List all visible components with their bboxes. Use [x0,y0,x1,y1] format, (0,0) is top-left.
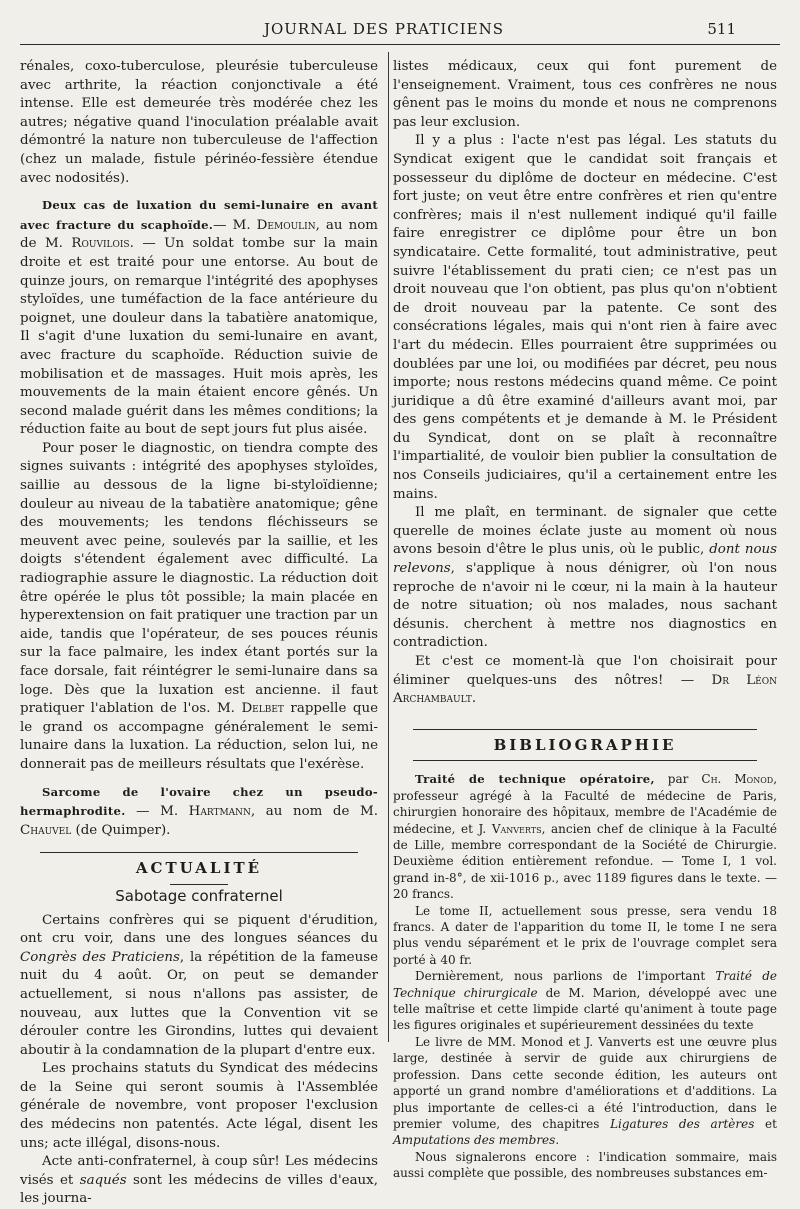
paragraph [20,1153,378,1209]
text: , au nom de M. [250,804,378,820]
text: Il me plaît, en terminant. de signaler que cette querelle de moines éclate juste au moment où nous avons besoin d'être le plus unis, où le public, [393,505,777,558]
paragraph [393,1034,777,1149]
text: — M. [125,804,189,820]
paragraph: Le tome II, actuellement sous presse, sera vendu 18 francs. A dater de l'apparition du tome II, le tome I ne sera plus vendu séparément et le prix de l'ouvrage complet sera porté à 40 fr. [393,903,777,967]
book-title: Traité de technique opératoire, [415,772,655,787]
italic-text: Ligatures des artères [610,1116,755,1131]
paragraph: listes médicaux, ceux qui font purement de l'enseignement. Vraiment, tous ces confrères ne nous gênent pas le moins du monde et nous ne comprenons pas leur exclusion. [393,59,777,130]
italic-text: Amputations des membres [393,1133,556,1148]
paragraph: rénales, coxo-tuberculose, pleurésie tuberculeuse avec arthrite, la réaction conjonctivale a été intense. Elle est demeurée très modérée chez les autres; négative quand l'inoculation préalable avait démontré la nature non tuberculeuse de l'affection (chez un malade, fistule périnéo-fessière étendue avec nodosités). [20,59,378,186]
text: Dernièrement, nous parlions de l'important [415,969,716,984]
column-divider [388,52,389,1042]
text: . — Un soldat tombe sur la main droite et est traité pour une entorse. Au bout de quinze jours, on remarque l'intégrité des apophyses styloïdes, une tuméfaction de la face antérieure du poignet, une douleur dans la tabatière anatomique, Il s'agit d'une luxation du semi-lunaire en avant, avec fracture du scaphoïde. Réduction suivie de mobilisation et de massages. Huit mois après, les mouvements de la main étaient encore gênés. Un second malade guérit dans les mêmes conditions; la réduction faite au bout de sept jours fut plus aisée. [20,236,378,438]
author-name: Rouvilois [71,236,130,252]
left-column [20,58,378,1209]
text: Acte anti-confraternel, à coup sûr! Les médecins visés et [20,1154,378,1188]
text: (de Quimper). [71,822,171,838]
text: et [754,1116,777,1131]
right-column [393,58,777,1182]
text: Et c'est ce moment-là que l'on choisirait pour éliminer quelques-uns des nôtres! — [393,654,777,688]
page-number: 511 [707,20,736,38]
text: Le livre de MM. Monod et J. Vanverts est une œuvre plus large, destinée à servir de guide aux chirurgiens de profession. Dans cette seconde édition, les auteurs ont apporté un grand nombre d'améliorations et d'additions. La plus importante de celles-ci a été l'introduction, dans le premier volume, des chapitres [393,1034,777,1131]
paragraph [20,440,378,775]
report-title: Deux cas de luxation du semi-lunaire en avant avec fracture du scaphoïde. [20,198,378,232]
text: sont les médecins de villes d'eaux, les journa- [20,1172,378,1207]
author-name: Ch. Monod [701,772,774,787]
paragraph: Nous signalerons encore : l'indication sommaire, mais aussi complète que possible, des nombreuses substances em- [393,1149,777,1181]
section-heading-actualite: ACTUALITÉ [135,859,263,878]
author-name: Vanverts [491,821,542,836]
text: , au nom de M. [20,217,378,252]
author-name: Delbet [241,701,284,717]
text: Pour poser le diagnostic, on tiendra compte des signes suivants : intégrité des apophyses styloïdes, saillie au dessous de la ligne bi-styloïdienne; douleur au niveau de la tabatière anatomique; gêne des mouvements; les tendons fléchisseurs se meuvent avec peine, soulevés par la saillie, et les doigts s'étendent également avec difficulté. La radiographie assure le diagnostic. La réduction doit être opérée le plus tôt possible; la main placée en hyperextension on fait pratiquer une traction par un aide, tandis que l'opérateur, de ses pouces réunis sur la face palmaire, les index étant portés sur la face dorsale, fait réintégrer le semi-lunaire dans sa loge. Dès que la luxation est ancienne. il faut pratiquer l'ablation de l'os. M. [20,440,378,717]
italic-text: Traité de Technique chirurgicale [393,969,777,1000]
report-hartmann [20,783,378,841]
text: par [654,772,702,787]
text: Certains confrères qui se piquent d'érudition, ont cru voir, dans une des longues séances du [20,912,378,947]
section-heading-bibliographie: BIBLIOGRAPHIE [493,735,677,754]
journal-title: JOURNAL DES PRATICIENS [263,20,505,38]
article-title: Sabotage confraternel [115,886,283,905]
paragraph: Il y a plus : l'acte n'est pas légal. Les statuts du Syndicat exigent que le candidat soit français et possesseur du diplôme de docteur en médecine. C'est fort juste; on veut être entre confrères et rien qu'entre confrères; mais il n'est nullement indiqué qu'il faille faire enregistrer ce diplôme pour être un bon syndicataire. Cette formalité, tout administrative, peut suivre l'établissement du prati cien; ce n'est pas un droit nouveau que l'on obtient, pas plus qu'on n'obtient de droit nouveau par la patente. Ce sont des consécrations légales, mais qui n'ont rien à faire avec l'art du médecin. Elles pourraient être supprimées ou doublées par une loi, ou modifiées par décret, peu nous importe; nous restons médecins quand même. Ce point juridique a dû être examiné d'ailleurs avant moi, par des gens compétents et je demande à M. le Président du Syndicat, dont on se plaît à reconnaître l'impartialité, de vouloir bien publier la consultation de nos Conseils judiciaires, qu'il a certainement entre les mains. [393,133,777,502]
report-title: Sarcome de l'ovaire chez un pseudo-hermaphrodite. [20,784,378,819]
italic-text: Congrès des Praticiens [20,949,180,965]
text: rappelle que le grand os accompagne généralement le semi-lunaire dans la luxation. La réduction, selon lui, ne donnerait pas de meilleurs résultats que l'exérèse. [20,701,378,772]
author-name: Demoulin [256,217,316,233]
paragraph [393,504,777,653]
italic-text: dont nous relevons [393,542,778,577]
header-rule [20,44,780,45]
text: , professeur agrégé à la Faculté de médecine de Paris, chirurgien honoraire des hôpitaux, membre de l'Académie de médecine, et J. [393,772,778,836]
paragraph [20,912,378,1061]
section-rule [170,884,228,885]
paragraph [393,653,777,709]
text: — M. [213,217,257,233]
author-name: Hartmann [188,804,251,820]
text: , la répétition de la fameuse nuit du 4 août. Or, on peut se demander actuellement, si nous n'allons pas assister, de nouveau, aux luttes que la Convention vit se dérouler contre les Girondins, luttes qui devaient aboutir à la condamnation de la plupart d'entre eux. [20,949,378,1058]
text: de M. Marion, développé avec une telle maîtrise et cette limpide clarté qu'animent à toute page les figures originales et supérieurement dessinées du texte [393,985,778,1033]
italic-text: saqués [79,1172,127,1188]
paragraph [393,968,777,1034]
text: . [555,1133,560,1148]
paragraph: Les prochains statuts du Syndicat des médecins de la Seine qui seront soumis à l'Assemblée générale de novembre, vont proposer l'exclusion des médecins non patentés. Acte légal, disent les uns; acte illégal, disons-nous. [20,1061,378,1151]
report-demoulin [20,196,378,440]
author-name: Chauvel [20,822,72,838]
signature: Dr Léon Archambault. [393,672,777,707]
book-entry [393,771,777,902]
text: , ancien chef de clinique à la Faculté de Lille, membre correspondant de la Société de Chirurgie. Deuxième édition entièrement refondue. — Tome I, 1 vol. grand in-8°, de xii-1016 p., avec 1189 figures dans le texte. — 20 francs. [393,821,778,902]
text: , s'applique à nous dénigrer, où l'on nous reproche de n'avoir ni le cœur, ni la main à la hauteur de notre situation; où nos malades, nous sachant désunis. cherchent à mettre nos diagnostics en contradiction. [393,561,777,651]
